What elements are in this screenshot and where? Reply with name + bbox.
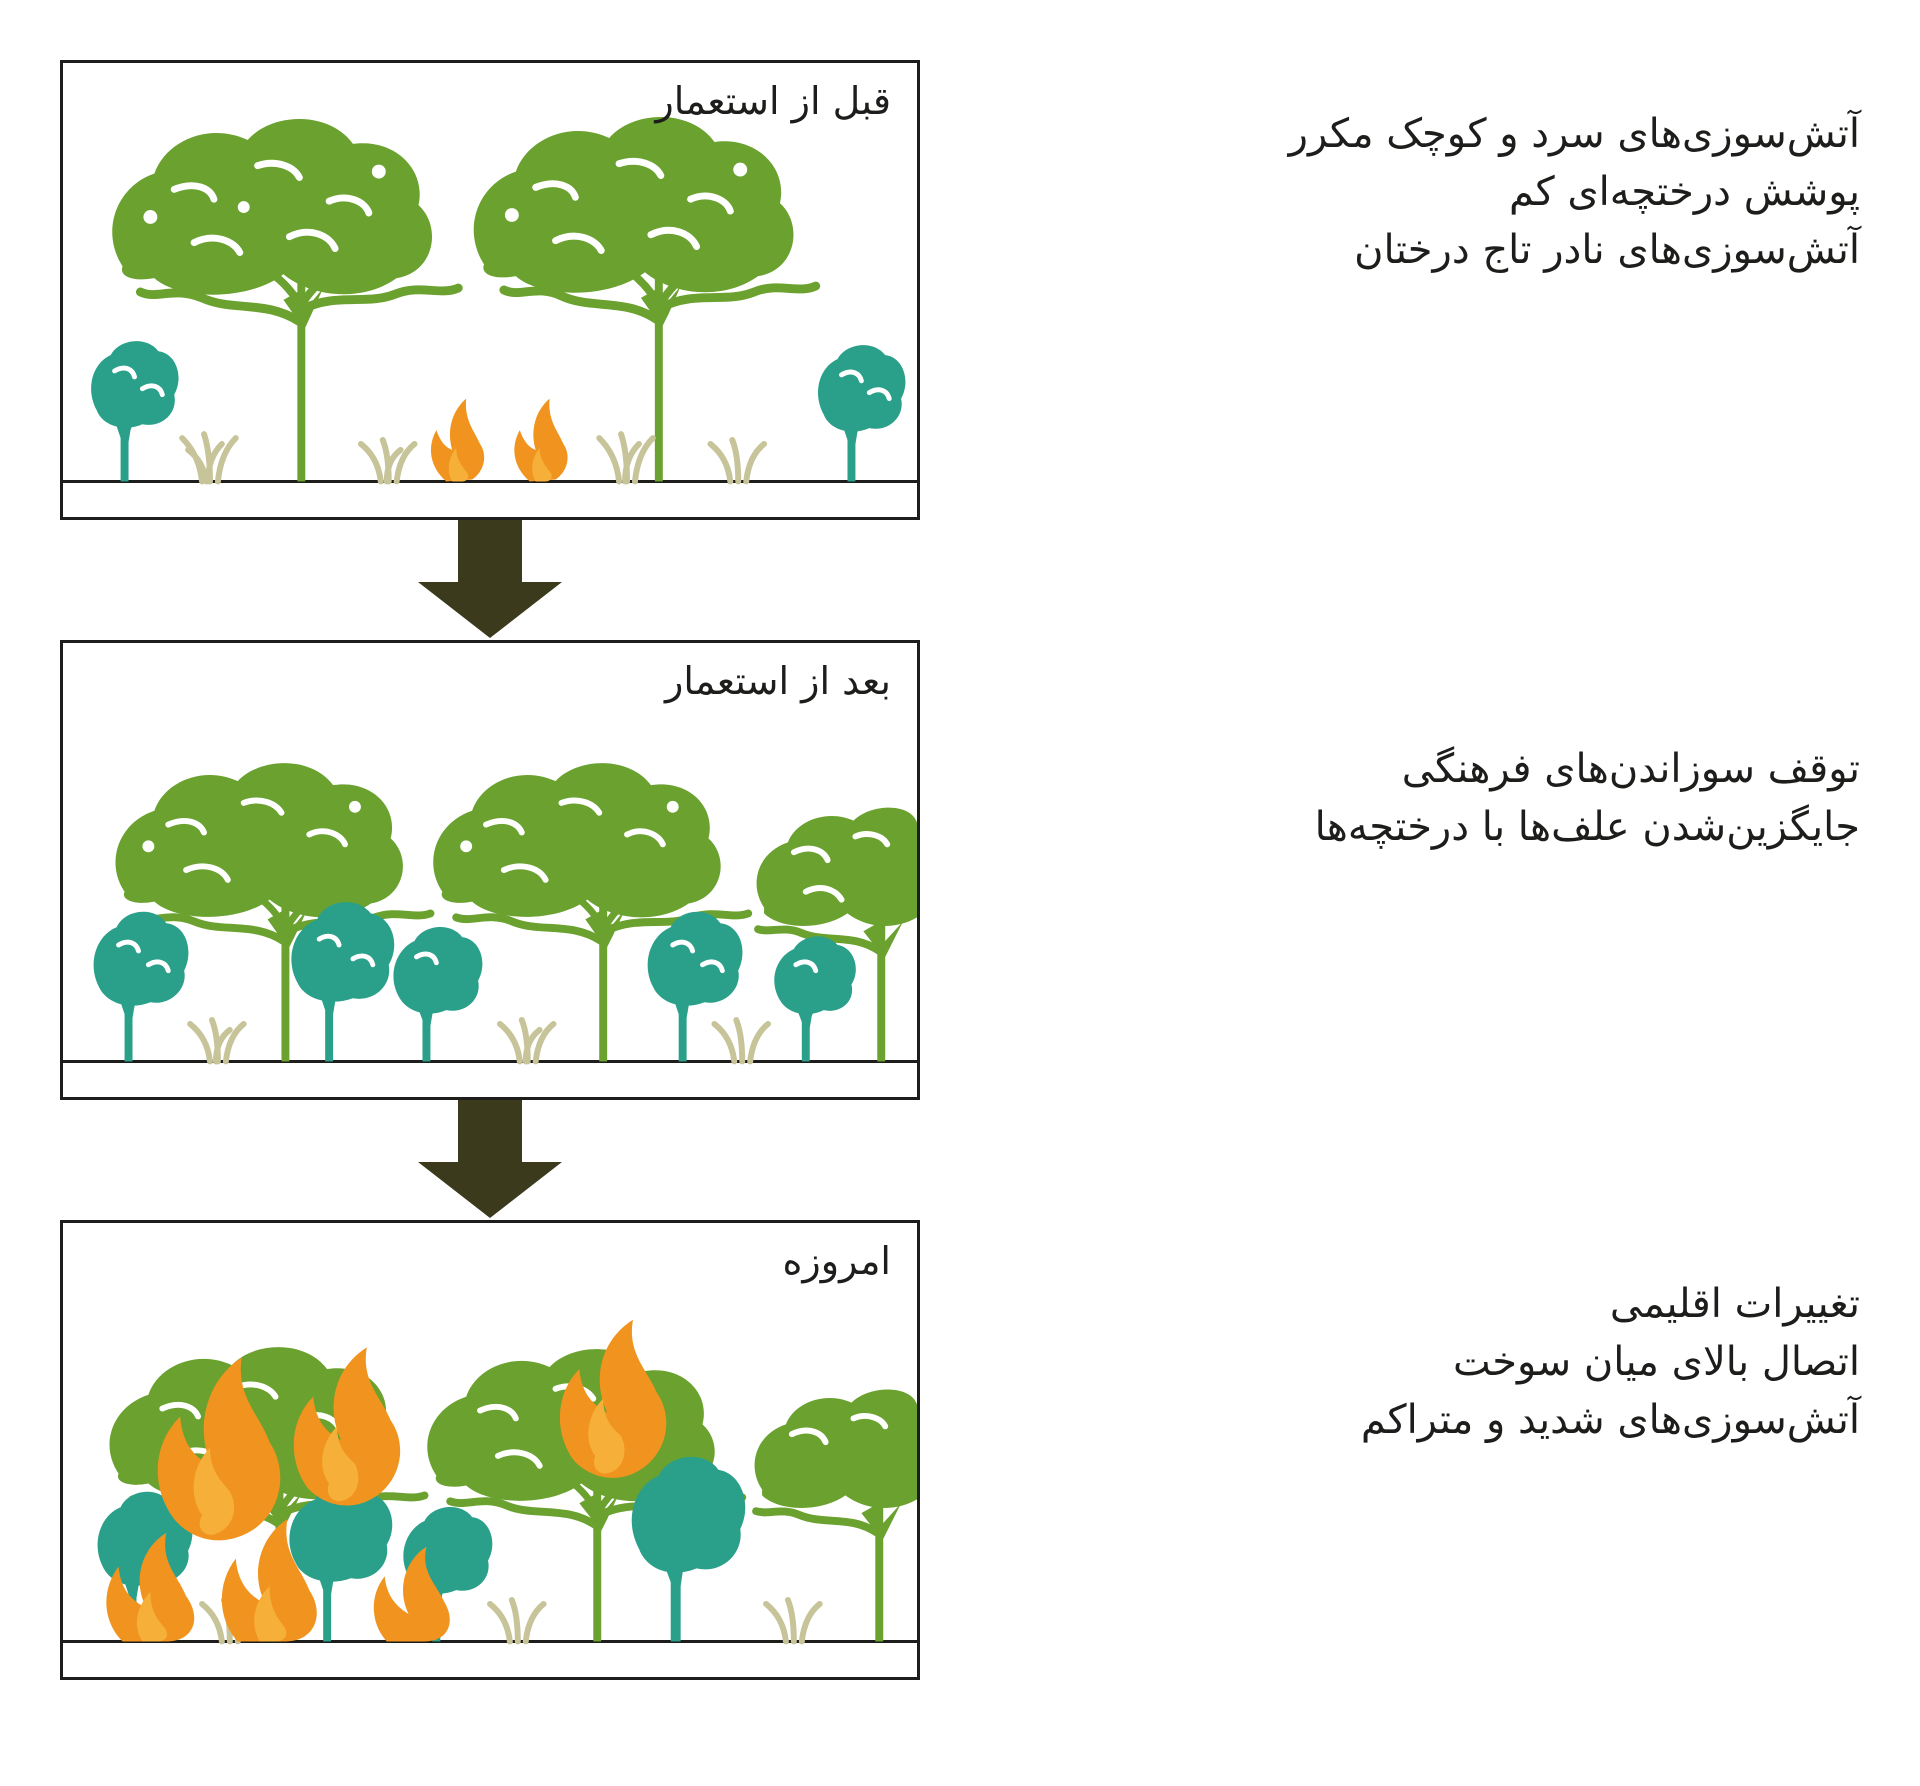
shrub-right [818,345,905,481]
note-post-colonial [970,740,1860,856]
scene-pre-colonial [63,63,917,517]
note-line: جایگزین‌شدن علف‌ها با درختچه‌ها [1314,804,1860,850]
panel-label-pre-colonial: قبل از استعمار [655,79,891,123]
note-pre-colonial [970,105,1860,279]
scene-post-colonial [63,643,917,1097]
note-today [970,1275,1860,1449]
notes-column [960,60,1870,1740]
panel-today [60,1220,920,1680]
panel-pre-colonial [60,60,920,520]
panel-post-colonial [60,640,920,1100]
panel-column [40,60,920,1680]
note-line: آتش‌سوزی‌های شدید و متراکم [1360,1397,1860,1443]
arrow-1 [60,520,920,640]
surface-fire-right [514,399,567,482]
tree-left [115,763,430,1061]
shrub-1 [94,912,189,1062]
surface-fire-left [431,399,484,482]
arrow-2 [60,1100,920,1220]
note-line: توقف سوزاندن‌های فرهنگی [1401,746,1860,792]
shrub-left [91,341,178,481]
note-line: اتصال بالای میان سوخت [1452,1339,1860,1385]
panel-label-post-colonial: بعد از استعمار [664,659,891,703]
shrub-3 [393,927,482,1061]
note-line: آتش‌سوزی‌های نادر تاج درختان [1354,227,1860,273]
tree-left [112,119,458,481]
tree-right-partial [757,808,917,1062]
shrub-2 [291,902,394,1061]
crown-fire-3 [560,1320,666,1478]
tree-right [474,117,816,481]
tree-right-partial [755,1390,917,1642]
shrub-4 [632,1457,746,1642]
note-line: پوشش درختچه‌ای کم [1508,169,1860,215]
scene-today [63,1223,917,1677]
note-line: آتش‌سوزی‌های سرد و کوچک مکرر [1288,111,1860,157]
shrub-5 [774,936,856,1061]
panel-label-today: امروزه [782,1239,891,1283]
note-line: تغییرات اقلیمی [1609,1281,1860,1327]
